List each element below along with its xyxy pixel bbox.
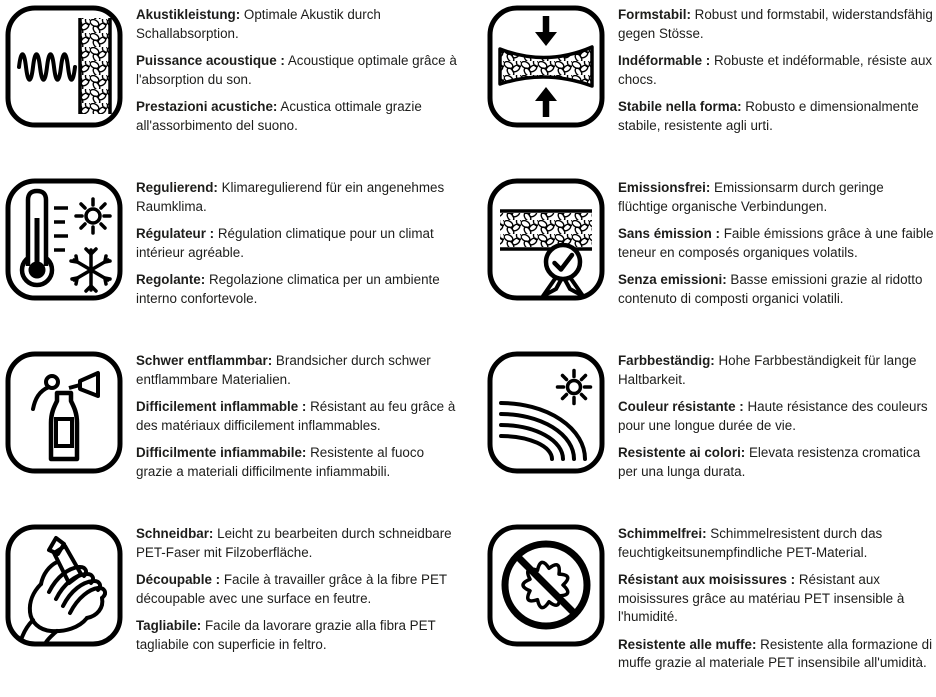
feature-text: Robuste et indéformable, résiste aux chocs. <box>618 53 933 87</box>
mold-resistance-icon <box>487 524 605 647</box>
feature-text: Facile da lavorare grazie alla fibra PET tagliabile con superficie in feltro. <box>136 618 436 652</box>
feature-tile-colorfast <box>468 351 936 524</box>
feature-label: Découpable : <box>136 572 221 587</box>
feature-text: Elevata resistenza cromatica per una lunga durata. <box>618 445 921 479</box>
feature-tile-cuttable <box>0 524 468 697</box>
feature-text: Klimaregulierend für ein angenehmes Raumklima. <box>136 180 445 214</box>
feature-label: Schimmelfrei: <box>618 526 707 541</box>
feature-label: Senza emissioni: <box>618 272 727 287</box>
feature-text: Haute résistance des couleurs pour une longue durée de vie. <box>618 399 928 433</box>
feature-label: Farbbeständig: <box>618 353 715 368</box>
feature-label: Akustikleistung: <box>136 7 241 22</box>
feature-label: Tagliabile: <box>136 618 202 633</box>
feature-text: Emissionsarm durch geringe flüchtige organische Verbindungen. <box>618 180 884 214</box>
feature-text: Optimale Akustik durch Schallabsorption. <box>136 7 381 41</box>
feature-text-block <box>136 351 460 490</box>
sound-absorption-icon <box>5 5 123 128</box>
feature-text: Brandsicher durch schwer entflammbare Materialien. <box>136 353 431 387</box>
feature-text-block <box>136 524 460 663</box>
feature-tile-flame-retardant <box>0 351 468 524</box>
feature-label: Regolante: <box>136 272 206 287</box>
cuttable-icon <box>5 524 123 647</box>
shape-stability-icon <box>487 5 605 128</box>
feature-tile-emission-free <box>468 178 936 351</box>
feature-label: Difficilement inflammable : <box>136 399 307 414</box>
feature-label: Difficilmente infiammabile: <box>136 445 307 460</box>
feature-text: Résistant au feu grâce à des matériaux difficilement inflammables. <box>136 399 456 433</box>
feature-label: Indéformable : <box>618 53 711 68</box>
feature-label: Schneidbar: <box>136 526 214 541</box>
feature-label: Sans émission : <box>618 226 720 241</box>
feature-tile-mold-free <box>468 524 936 697</box>
feature-text: Faible émissions grâce à une faible teneur en composés organiques volatils. <box>618 226 934 260</box>
feature-label: Prestazioni acustiche: <box>136 99 278 114</box>
feature-tile-shape-stable <box>468 5 936 178</box>
feature-label: Puissance acoustique : <box>136 53 285 68</box>
feature-text: Robusto e dimensionalmente stabile, resistente agli urti. <box>618 99 919 133</box>
feature-text: Robust und formstabil, widerstandsfähig gegen Stösse. <box>618 7 933 41</box>
feature-text-block <box>618 524 936 682</box>
low-emission-icon <box>487 178 605 301</box>
feature-text: Acoustique optimale grâce à l'absorption du son. <box>136 53 457 87</box>
feature-text-block <box>618 351 936 490</box>
feature-text: Facile à travailler grâce à la fibre PET découpable avec une surface en feutre. <box>136 572 447 606</box>
feature-label: Couleur résistante : <box>618 399 744 414</box>
feature-label: Resistente alle muffe: <box>618 636 757 652</box>
feature-text: Basse emissioni grazie al ridotto contenuto di composti organici volatili. <box>618 272 923 306</box>
feature-label: Stabile nella forma: <box>618 99 742 114</box>
feature-text: Regolazione climatica per un ambiente interno confortevole. <box>136 272 440 306</box>
feature-label: Emissionsfrei: <box>618 180 711 195</box>
feature-text: Leicht zu bearbeiten durch schneidbare PET-Faser mit Filzoberfläche. <box>136 526 452 560</box>
feature-label: Resistente ai colori: <box>618 445 746 460</box>
feature-text-block <box>618 5 936 144</box>
feature-tile-climate <box>0 178 468 351</box>
feature-text-block <box>136 5 460 144</box>
feature-text: Résistant aux moisissures grâce au matériau PET insensible à l'humidité. <box>618 572 905 624</box>
feature-label: Résistant aux moisissures : <box>618 572 796 587</box>
feature-label: Regulierend: <box>136 180 218 195</box>
feature-text: Régulation climatique pour un climat intérieur agréable. <box>136 226 434 260</box>
climate-regulation-icon <box>5 178 123 301</box>
feature-text: Resistente al fuoco grazie a materiali difficilmente infiammabili. <box>136 445 425 479</box>
fire-resistance-icon <box>5 351 123 474</box>
feature-label: Schwer entflammbar: <box>136 353 273 368</box>
feature-text: Resistente alla formazione di muffe grazie al materiale PET insensibile all'umidità. <box>618 636 933 670</box>
feature-text-block <box>136 178 460 317</box>
feature-tile-acoustic <box>0 5 468 178</box>
feature-label: Formstabil: <box>618 7 691 22</box>
color-fastness-icon <box>487 351 605 474</box>
feature-label: Régulateur : <box>136 226 215 241</box>
feature-text: Acustica ottimale grazie all'assorbimento del suono. <box>136 99 422 133</box>
feature-text: Hohe Farbbeständigkeit für lange Haltbarkeit. <box>618 353 917 387</box>
feature-text: Schimmelresistent durch das feuchtigkeitsunempfindliche PET-Material. <box>618 526 883 560</box>
feature-text-block <box>618 178 936 317</box>
